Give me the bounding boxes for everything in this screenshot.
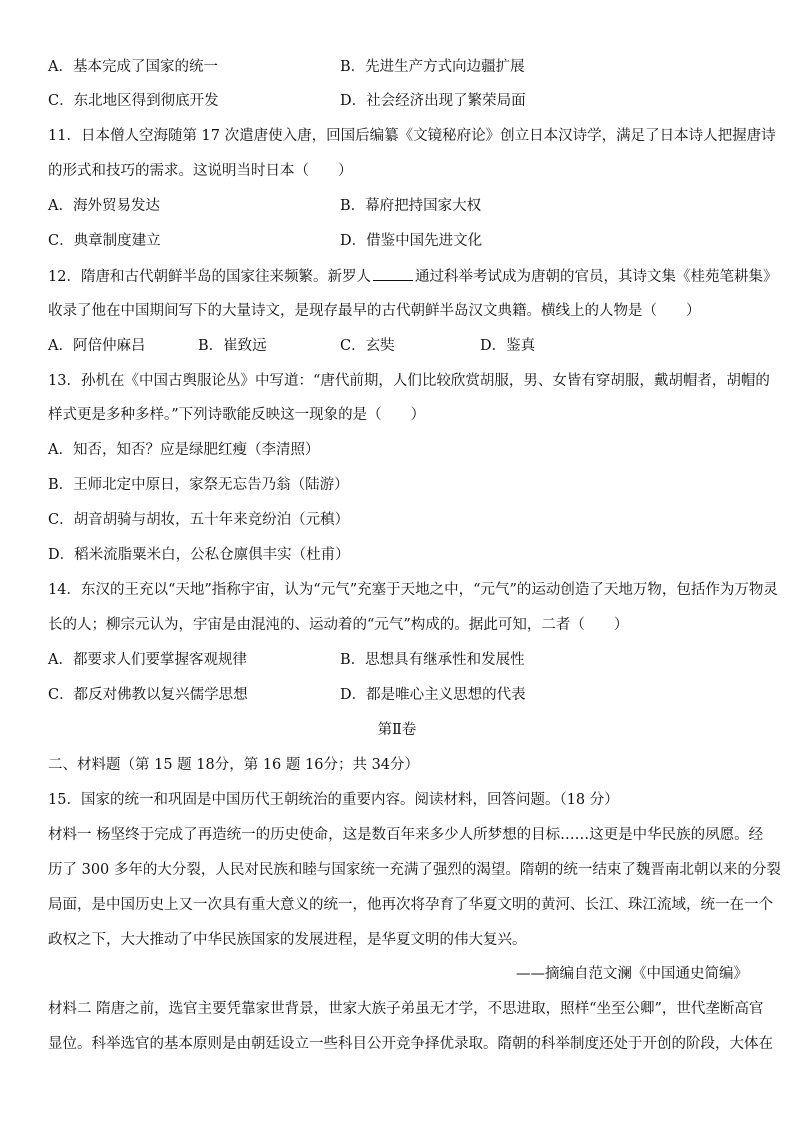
q11-stem-line2: 的形式和技巧的需求。这说明当时日本（ ） (48, 163, 353, 179)
q12-option-b: B．崔致远 (198, 338, 267, 354)
q11-option-a: A．海外贸易发达 (48, 198, 160, 214)
q15-material1-line2: 历了 300 多年的大分裂，人民对民族和睦与国家统一充满了强烈的渴望。隋朝的统一结束了魏晋南北朝以来的分裂 (48, 862, 781, 878)
q12-stem-line2: 收录了他在中国期间写下的大量诗文，是现存最早的古代朝鲜半岛汉文典籍。横线上的人物是（ ） (48, 303, 701, 319)
q14-options-row2 (48, 685, 748, 705)
q10-options-row1 (48, 57, 748, 77)
q12-answer-blank (373, 266, 413, 281)
q12-stem-part1: 12．隋唐和古代朝鲜半岛的国家往来频繁。新罗人 (48, 269, 371, 285)
q13-option-b: B．王师北定中原日，家祭无忘告乃翁（陆游） (48, 477, 349, 493)
q12-option-c: C．玄奘 (340, 338, 395, 354)
q11-stem-line1: 11．日本僧人空海随第 17 次遣唐使入唐，回国后编纂《文镜秘府论》创立日本汉诗学，满足了日本诗人把握唐诗 (48, 128, 776, 144)
q11-option-c: C．典章制度建立 (48, 233, 161, 249)
q11-options-row1 (48, 196, 748, 216)
q15-material2-line1: 材料二 隋唐之前，选官主要凭靠家世背景，世家大族子弟虽无才学，不思进取，照样“坐至公卿”，世代垄断高官 (48, 1001, 764, 1017)
q14-option-d: D．都是唯心主义思想的代表 (340, 687, 526, 703)
q11-option-d: D．借鉴中国先进文化 (340, 233, 483, 249)
q10-option-d: D．社会经济出现了繁荣局面 (340, 93, 526, 109)
q13-stem-line2: 样式更是多种多样。”下列诗歌能反映这一现象的是（ ） (48, 407, 426, 423)
q15-material1-line1: 材料一 杨坚终于完成了再造统一的历史使命，这是数百年来多少人所梦想的目标……这更是中华民族的夙愿。经 (48, 827, 764, 843)
q13-option-a: A．知否，知否？应是绿肥红瘦（李清照） (48, 442, 320, 458)
q15-stem: 15．国家的统一和巩固是中国历代王朝统治的重要内容。阅读材料，回答问题。（18 分） (48, 792, 619, 808)
q15-material1-line4: 政权之下，大大推动了中华民族国家的发展进程，是华夏文明的伟大复兴。 (48, 932, 527, 948)
q13-stem-line1: 13．孙机在《中国古舆服论丛》中写道：“唐代前期，人们比较欣赏胡服，男、女皆有穿胡服，戴胡帽者，胡帽的 (48, 373, 770, 389)
section-heading: 二、材料题（第 15 题 18分，第 16 题 16分；共 34分） (48, 757, 420, 773)
q10-option-a: A．基本完成了国家的统一 (48, 59, 218, 75)
q14-option-c: C．都反对佛教以复兴儒学思想 (48, 687, 248, 703)
q12-stem-line1 (48, 266, 778, 287)
q15-material1-line3: 局面，是中国历史上又一次具有重大意义的统一，他再次将孕育了华夏文明的黄河、长江、珠江流域，统一在一个 (48, 897, 773, 913)
q12-option-d: D．鉴真 (480, 338, 536, 354)
q13-option-d: D．稻米流脂粟米白，公私仓廪俱丰实（杜甫） (48, 547, 350, 563)
q14-options-row1 (48, 650, 748, 670)
q15-material1-source: ——摘编自范文澜《中国通史简编》 (516, 966, 748, 982)
q11-options-row2 (48, 231, 748, 251)
q15-material2-line2: 显位。科举选官的基本原则是由朝廷设立一些科目公开竞争择优录取。隋朝的科举制度还处于开创的阶段，大体在 (48, 1036, 773, 1052)
q14-stem-line2: 长的人；柳宗元认为，宇宙是由混沌的、运动着的“元气”构成的。据此可知，二者（ ） (48, 617, 629, 633)
q14-option-b: B．思想具有继承性和发展性 (340, 652, 525, 668)
q12-stem-part2: 通过科举考试成为唐朝的官员，其诗文集《桂苑笔耕集》 (414, 269, 778, 285)
q11-option-b: B．幕府把持国家大权 (340, 198, 482, 214)
section-title: 第Ⅱ卷 (377, 722, 417, 738)
q10-option-c: C．东北地区得到彻底开发 (48, 93, 219, 109)
q10-options-row2 (48, 91, 748, 111)
q13-option-c: C．胡音胡骑与胡妆，五十年来竞纷泊（元稹） (48, 512, 350, 528)
q10-option-b: B．先进生产方式向边疆扩展 (340, 59, 525, 75)
q12-option-a: A．阿倍仲麻吕 (48, 338, 146, 354)
q14-stem-line1: 14．东汉的王充以“天地”指称宇宙，认为“元气”充塞于天地之中，“元气”的运动创造了天地万物，包括作为万物灵 (48, 582, 778, 598)
q14-option-a: A．都要求人们要掌握客观规律 (48, 652, 247, 668)
